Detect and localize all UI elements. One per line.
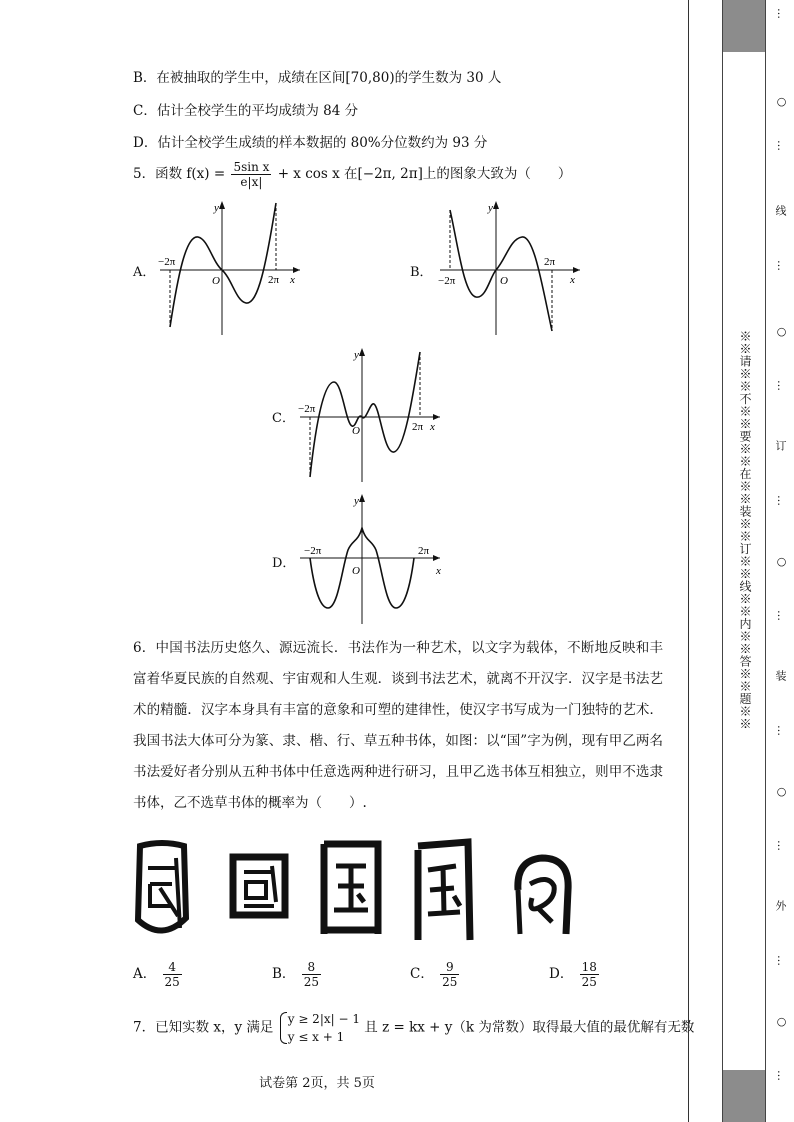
q5-frac-num: 5sin x (233, 160, 270, 174)
q7-suffix: 且 z = kx + y（k 为常数）取得最大值的最优解有无数 (364, 1019, 695, 1036)
q6-b-den: 25 (303, 975, 319, 989)
q5-graph-a (150, 195, 310, 340)
graph-b-y-label: y (488, 202, 493, 214)
q5-frac-den: e|x| (240, 175, 263, 189)
q6-c-num: 9 (440, 960, 459, 975)
graph-d-origin: O (352, 565, 360, 577)
graph-b-neg-2pi: −2π (438, 275, 456, 287)
q4-option-b: B．在被抽取的学生中，成绩在区间[70,80)的学生数为 30 人 (133, 70, 502, 86)
binding-mark: 装 (774, 670, 787, 681)
q6-option-b (272, 960, 323, 989)
binding-mark: 线 (774, 205, 787, 216)
q6-d-num: 18 (581, 960, 597, 974)
binding-marks-column (774, 0, 788, 1122)
binding-mark: ○ (775, 785, 788, 798)
q6-option-d-label: D． (549, 966, 574, 982)
binding-mark: … (775, 260, 788, 271)
page-footer: 试卷第 2页，共 5页 (259, 1076, 375, 1091)
binding-mark: … (775, 140, 788, 151)
binding-mark: ○ (775, 1015, 788, 1028)
binding-mark: … (775, 955, 788, 966)
binding-strip-bottom-block (723, 1070, 765, 1122)
q6-option-b-label: B． (272, 966, 296, 982)
q7-cond1: y ≥ 2|x| − 1 (287, 1012, 360, 1026)
q6-option-c (410, 960, 461, 989)
graph-c-neg-2pi: −2π (298, 403, 316, 415)
graph-d-x-label: x (436, 565, 441, 577)
graph-a-neg-2pi: −2π (158, 256, 176, 268)
graph-b-origin: O (500, 275, 508, 287)
binding-mark: … (775, 610, 788, 621)
calligraphy-clerical-script-image (228, 852, 290, 922)
binding-strip-top-block (723, 0, 765, 52)
q5-fraction (231, 160, 271, 189)
graph-d-pos-2pi: 2π (418, 545, 430, 557)
graph-a-origin: O (212, 275, 220, 287)
graph-b-pos-2pi: 2π (544, 256, 556, 268)
q5-prefix: 5．函数 f(x) = (133, 166, 226, 182)
binding-mark: … (775, 8, 788, 19)
binding-mark: 外 (774, 900, 787, 911)
q6-a-num: 4 (163, 960, 182, 975)
binding-mark: … (775, 380, 788, 391)
q5-option-c-label: C． (272, 411, 295, 426)
q5-graph-d (290, 488, 450, 628)
q5-option-a-label: A． (133, 265, 156, 280)
q6-option-a (133, 960, 184, 989)
graph-d-y-label: y (354, 495, 359, 507)
binding-mark: … (775, 725, 788, 736)
q4-option-d: D．估计全校学生成绩的样本数据的 80%分位数约为 93 分 (133, 135, 488, 151)
binding-mark: ○ (775, 95, 788, 108)
q7-prefix: 7．已知实数 x，y 满足 (133, 1019, 274, 1036)
binding-mark: 订 (774, 440, 787, 451)
binding-mark: ○ (775, 555, 788, 568)
q6-c-den: 25 (442, 975, 458, 989)
graph-c-x-label: x (430, 421, 435, 433)
graph-d-neg-2pi: −2π (304, 545, 322, 557)
q5-option-b-label: B． (410, 265, 433, 280)
q5-suffix: + x cos x 在[−2π, 2π]上的图象大致为（ ） (277, 166, 572, 182)
q5-graph-b (430, 195, 590, 340)
q6-option-a-label: A． (133, 966, 157, 982)
q6-option-c-label: C． (410, 966, 434, 982)
q6-b-num: 8 (302, 960, 321, 975)
q6-d-den: 25 (581, 975, 597, 989)
q6-a-den: 25 (164, 975, 180, 989)
graph-b-x-label: x (570, 274, 575, 286)
graph-a-pos-2pi: 2π (268, 274, 280, 286)
binding-mark: … (775, 1070, 788, 1081)
q7-system (278, 1010, 360, 1046)
graph-c-y-label: y (354, 349, 359, 361)
calligraphy-running-script-image (410, 836, 476, 946)
graph-a-x-label: x (290, 274, 295, 286)
binding-mark: ○ (775, 325, 788, 338)
q5-graph-c (290, 342, 450, 487)
q7-cond2: y ≤ x + 1 (287, 1030, 345, 1044)
binding-warning-text: ※※请※※不※※要※※在※※装※※订※※线※※内※※答※※题※※ (738, 330, 752, 730)
q7-stem (133, 1010, 694, 1046)
binding-mark: … (775, 840, 788, 851)
q4-option-c: C．估计全校学生的平均成绩为 84 分 (133, 103, 359, 119)
calligraphy-cursive-script-image (508, 850, 578, 940)
q6-stem: 6．中国书法历史悠久、源远流长．书法作为一种艺术，以文字为载体，不断地反映和丰富着华夏民族的自然观、宇宙观和人生观．谈到书法艺术，就离不开汉字．汉字是书法艺术的精髓．汉字本身具有丰富的意象和可塑的建律性，使汉字书写成为一门独特的艺术．我国书法大体可分为篆、隶、楷、行、草五种书体，如图：以“国”字为例，现有甲乙两名书法爱好者分别从五种书体中任意选两种进行研习，且甲乙选书体互相独立，则甲不选隶书体，乙不选草书体的概率为（ ）. (133, 640, 663, 811)
q5-option-d-label: D． (272, 556, 296, 571)
q6-option-d (549, 960, 601, 989)
binding-mark: … (775, 495, 788, 506)
calligraphy-regular-script-image (318, 838, 384, 938)
calligraphy-seal-script-image (132, 838, 192, 943)
graph-a-y-label: y (214, 202, 219, 214)
graph-c-origin: O (352, 425, 360, 437)
graph-c-pos-2pi: 2π (412, 421, 424, 433)
q5-stem (133, 160, 571, 189)
